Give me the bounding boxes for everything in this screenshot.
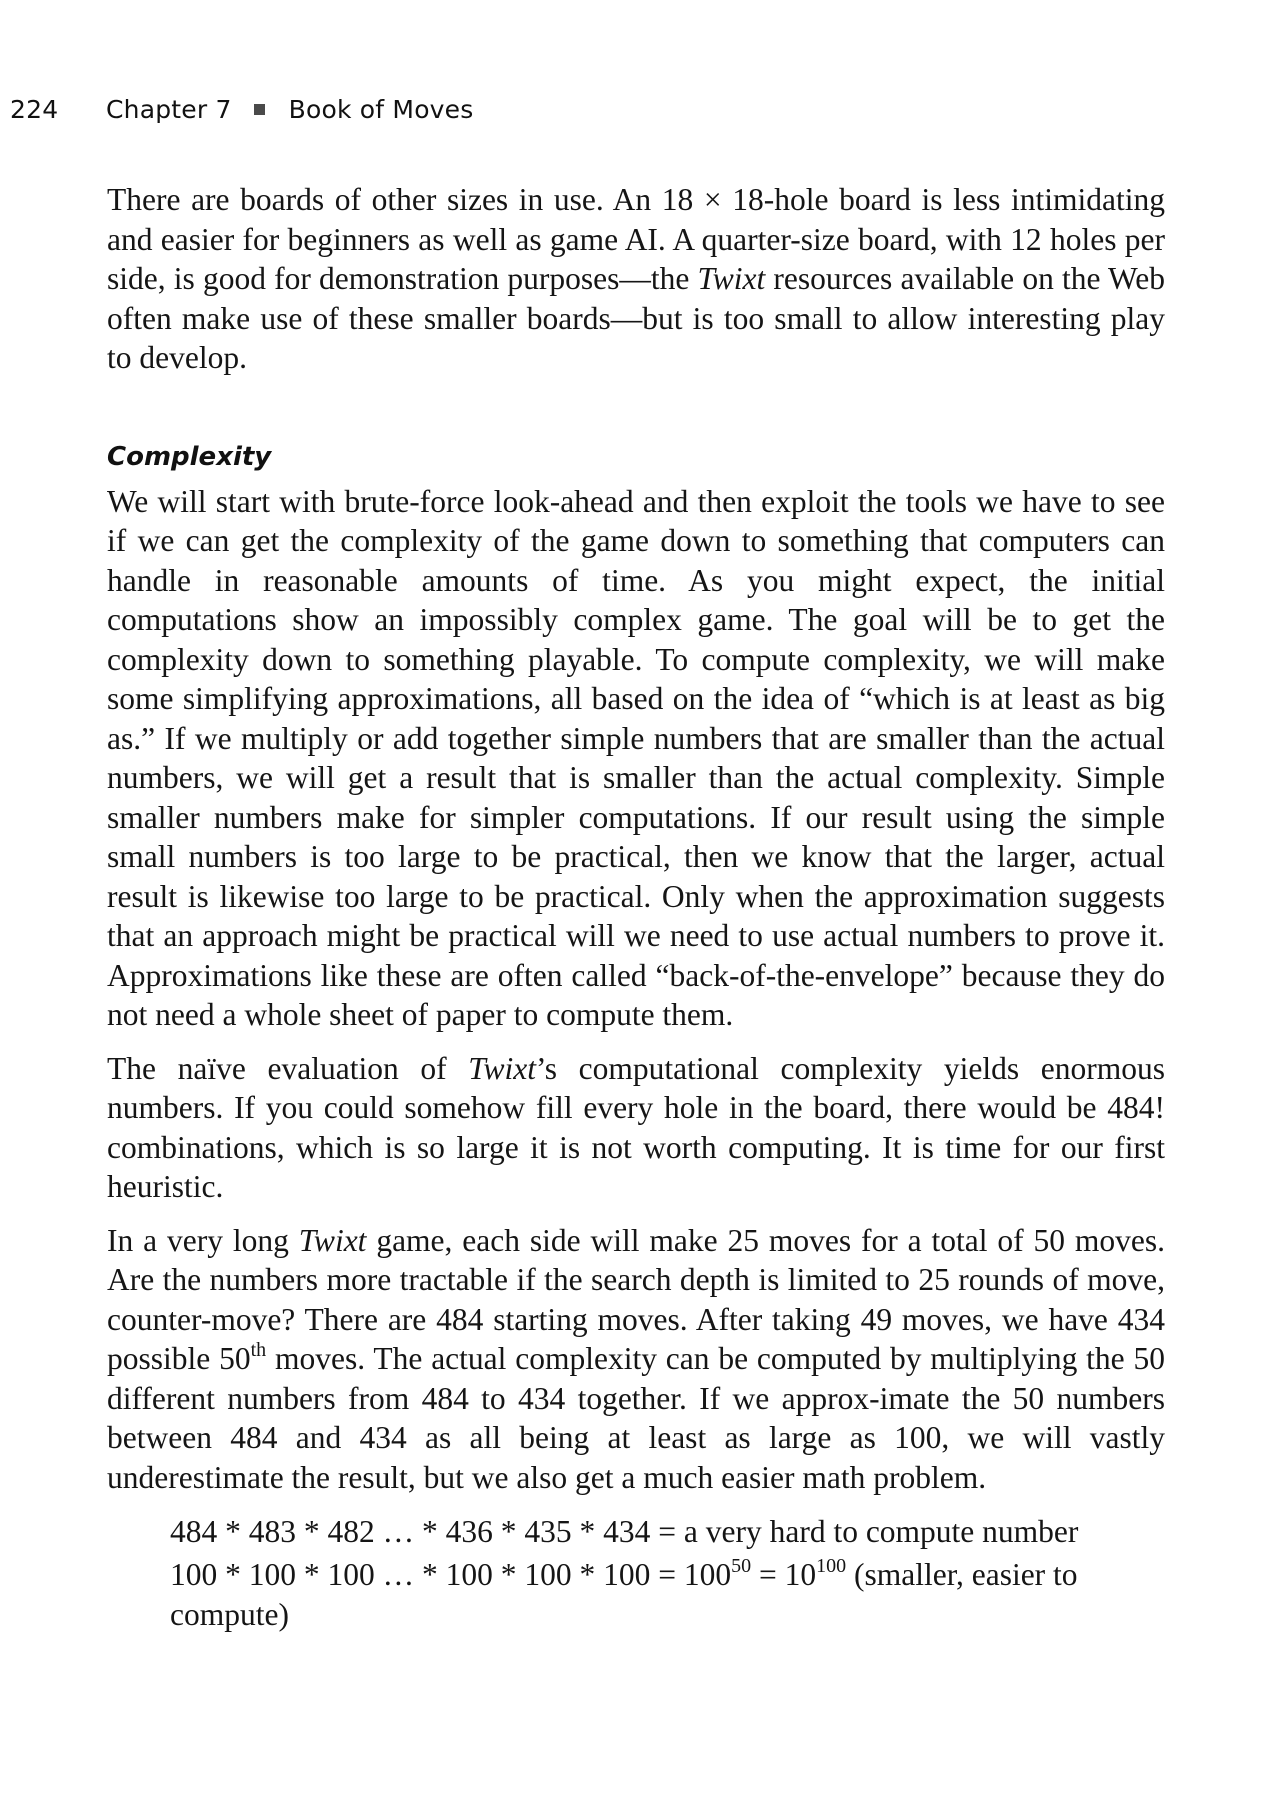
equation-block (170, 1509, 1165, 1635)
paragraph-naive-evaluation (107, 1049, 1165, 1207)
equation-actual: 484 * 483 * 482 … * 436 * 435 * 434 = a very hard to compute number (170, 1514, 1079, 1549)
paragraph-complexity-intro: We will start with brute-force look-ahead and then exploit the tools we have to see if we can get the complexity of the game down to something that computers can handle in reasonable amounts of time. As you might expect, the initial computations show an impossibly complex game. The goal will be to get the complexity down to something playable. To compute complexity, we will make some simplifying approximations, all based on the idea of “which is at least as big as.” If we multiply or add together simple numbers that are smaller than the actual numbers, we will get a result that is smaller than the actual complexity. Simple smaller numbers make for simpler computations. If our result using the simple small numbers is too large to be practical, then we know that the larger, actual result is likewise too large to be practical. Only when the approximation suggests that an approach might be practical will we need to use actual numbers to prove it. Approximations like these are often called “back-of-the-envelope” because they do not need a whole sheet of paper to compute them. (107, 483, 1165, 1032)
paragraph-text: There are boards of other sizes in use. An 18 × 18-hole board is less intimidating and easier for beginners as well as game AI. A quarter-size board, with 12 holes per side, is good for demonstration purposes—the (107, 182, 1165, 296)
game-name-emphasis: Twixt (298, 1222, 367, 1258)
equation-text: = 10 (751, 1557, 817, 1592)
section-heading: Complexity (107, 441, 272, 472)
paragraph-board-sizes (107, 180, 1165, 378)
paragraph-text: In a very long (107, 1222, 299, 1258)
paragraph-text: The naïve evaluation of (107, 1050, 469, 1086)
paragraph-text: ’s computational complexity yields enormous numbers. If you could somehow fill every hole in the board, there would be 484! combinations, which is so large it is not worth computing. It is time for our first heuristic. (107, 1050, 1165, 1204)
equation-approximate (170, 1555, 1150, 1635)
running-header (10, 92, 474, 126)
page-body (107, 180, 1165, 1635)
paragraph-text: resources available on the Web often make use of these smaller boards—but is too small to allow interesting play to develop. (107, 261, 1166, 375)
page-number: 224 (10, 94, 59, 124)
exponent: 50 (731, 1554, 752, 1577)
game-name-emphasis: Twixt (697, 261, 766, 296)
paragraph-text: moves. The actual complexity can be computed by multiplying the 50 different numbers from 484 to 434 together. If we approx-imate the 50 numbers between 484 and 434 as all being at least as large as 100, we will vastly underestimate the result, but we also get a much easier math problem. (107, 1341, 1165, 1495)
equation-text: (smaller, easier to compute) (170, 1557, 1078, 1632)
square-bullet-icon (254, 104, 265, 115)
paragraph-text: game, each side will make 25 moves for a total of 50 moves. Are the numbers more tractable if the search depth is limited to 25 rounds of move, counter-move? There are 484 starting moves. After taking 49 moves, we have 434 possible 50 (107, 1222, 1165, 1376)
equation-text: 100 * 100 * 100 … * 100 * 100 * 100 = 100 (170, 1557, 732, 1592)
chapter-title: Book of Moves (288, 94, 474, 124)
game-name-emphasis: Twixt (468, 1050, 536, 1086)
exponent: 100 (816, 1554, 847, 1577)
ordinal-superscript: th (250, 1338, 267, 1361)
chapter-label: Chapter 7 (106, 94, 232, 124)
paragraph-search-depth (107, 1221, 1165, 1498)
